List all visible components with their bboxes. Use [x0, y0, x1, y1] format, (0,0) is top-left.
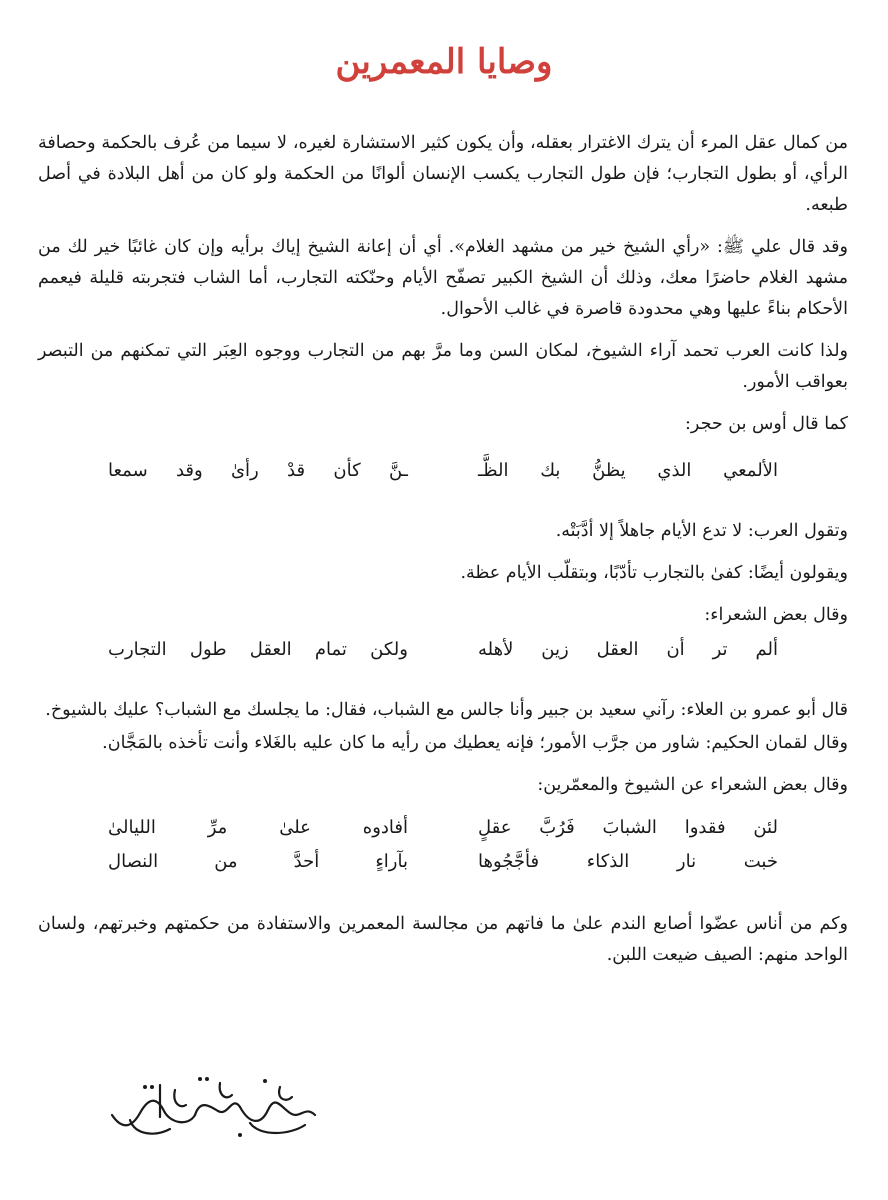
- verse-word: ولكن: [370, 639, 408, 660]
- verse-first-hemistich: [478, 845, 778, 879]
- paragraph: وكم من أناس عضّوا أصابع الندم علىٰ ما فاتهم من مجالسة المعمرين والاستفادة من حكمتهم وخبرتهم، ولسان الواحد منهم: الصيف ضيعت اللبن.: [38, 914, 848, 965]
- verse-first-hemistich: [478, 454, 778, 488]
- paragraph: وقال بعض الشعراء عن الشيوخ والمعمّرين:: [537, 775, 848, 795]
- verse-word: يظنُّ: [592, 460, 626, 481]
- verse-word: مرِّ: [207, 817, 228, 838]
- paragraph: كما قال أوس بن حجر:: [685, 414, 848, 434]
- verse-word: بك: [540, 460, 561, 481]
- verse-word: طول: [189, 639, 227, 660]
- verse-first-hemistich: [478, 811, 778, 845]
- verse-first-hemistich: [478, 633, 778, 667]
- paragraph: وقد قال علي ﷺ: «رأي الشيخ خير من مشهد الغلام». أي أن إعانة الشيخ إياك برأيه وإن كان غائبًا خير لك من مشهد الغلام حاضرًا معك، وذلك أن الشيخ الكبير تصفّح الأيام وحنّكته التجارب، أما الشاب فتجربته قليلة فيعمم الأحكام بناءً عليها وهي محدودة قاصرة في غالب الأحوال.: [38, 237, 848, 319]
- verse-word: فَرُبَّ: [539, 817, 575, 838]
- verse-line: [38, 845, 848, 879]
- verse-second-hemistich: [108, 845, 408, 879]
- article-body: [38, 128, 848, 982]
- verse-poet1: [38, 633, 848, 667]
- author-signature: [100, 1065, 330, 1145]
- paragraph: ولذا كانت العرب تحمد آراء الشيوخ، لمكان السن وما مرَّ بهم من التجارب ووجوه العِبَر التي تمكنهم من التبصر بعواقب الأمور.: [38, 341, 848, 392]
- verse-word: ألم: [755, 639, 778, 660]
- verse-word: زين: [541, 639, 569, 660]
- verse-word: فأجَّجُوها: [478, 851, 540, 872]
- paragraph: وقال بعض الشعراء:: [704, 605, 848, 625]
- signature-calligraphy-icon: [100, 1065, 330, 1145]
- verse-word: وقد: [175, 460, 203, 481]
- verse-line: [38, 811, 848, 845]
- verse-word: تر: [712, 639, 728, 660]
- paragraph: ويقولون أيضًا: كفىٰ بالتجارب تأدّبًا، وبتقلّب الأيام عظة.: [460, 563, 848, 583]
- verse-word: قدْ: [287, 460, 306, 481]
- verse-word: ـنَّ: [388, 460, 408, 481]
- verse-word: بآراءٍ: [375, 851, 408, 872]
- verse-word: الشبابَ: [602, 817, 657, 838]
- paragraph: وتقول العرب: لا تدع الأيام جاهلاً إلا أدَّبَتْه.: [555, 521, 848, 541]
- verse-word: تمام: [314, 639, 347, 660]
- verse-word: عقلٍ: [478, 817, 512, 838]
- verse-word: العقل: [596, 639, 639, 660]
- verse-word: رأىٰ: [230, 460, 259, 481]
- verse-word: نار: [676, 851, 697, 872]
- verse-word: فقدوا: [684, 817, 726, 838]
- verse-word: أحدَّ: [293, 851, 320, 872]
- page-title: وصايا المعمرين: [335, 42, 553, 82]
- verse-poet2: [38, 811, 848, 879]
- paragraph: وقال لقمان الحكيم: شاور من جرَّب الأمور؛ فإنه يعطيك من رأيه ما كان عليه بالغَلاء وأنت تأخذه بالمَجَّان.: [102, 733, 848, 753]
- verse-word: من: [214, 851, 238, 872]
- verse-word: لأهله: [478, 639, 514, 660]
- verse-second-hemistich: [108, 811, 408, 845]
- verse-aws: [38, 454, 848, 488]
- verse-word: خبت: [743, 851, 778, 872]
- verse-word: الألمعي: [723, 460, 778, 481]
- verse-word: التجارب: [108, 639, 167, 660]
- verse-word: الليالىٰ: [108, 817, 156, 838]
- verse-word: لئن: [753, 817, 778, 838]
- verse-word: أفادوه: [362, 817, 408, 838]
- verse-word: سمعا: [108, 460, 148, 481]
- verse-second-hemistich: [108, 633, 408, 667]
- verse-word: الظَّـ: [478, 460, 509, 481]
- verse-word: الذي: [657, 460, 692, 481]
- paragraph: من كمال عقل المرء أن يترك الاغترار بعقله، وأن يكون كثير الاستشارة لغيره، لا سيما من عُرف بالحكمة وحصافة الرأي، أو بطول التجارب؛ فإن طول التجارب يكسب الإنسان ألوانًا من الحكمة ولو كان من أهل البلادة في أصل طبعه.: [38, 133, 848, 215]
- verse-word: علىٰ: [279, 817, 311, 838]
- paragraph: قال أبو عمرو بن العلاء: رآني سعيد بن جبير وأنا جالس مع الشباب، فقال: ما يجلسك مع الشباب؟ عليك بالشيوخ.: [45, 700, 848, 720]
- verse-word: الذكاء: [586, 851, 630, 872]
- verse-second-hemistich: [108, 454, 408, 488]
- verse-word: كأن: [333, 460, 361, 481]
- verse-word: النصال: [108, 851, 159, 872]
- verse-word: أن: [666, 639, 685, 660]
- verse-word: العقل: [249, 639, 292, 660]
